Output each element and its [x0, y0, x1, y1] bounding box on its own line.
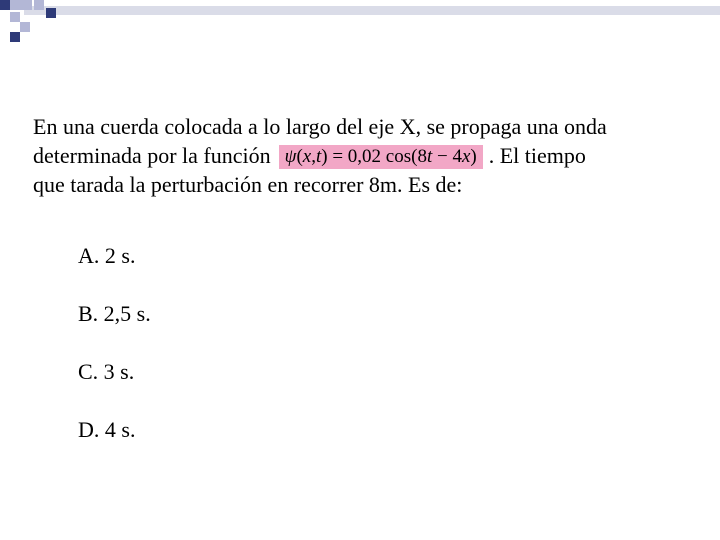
formula-part: ,: [311, 146, 316, 167]
question-line-1: En una cuerda colocada a lo largo del eje X, se propaga una onda: [33, 114, 607, 139]
option-d[interactable]: D. 4 s.: [78, 417, 136, 442]
formula-var-x: x: [302, 146, 312, 167]
option-a[interactable]: A. 2 s.: [78, 243, 136, 268]
formula-part: (: [296, 146, 303, 167]
question-line-2: [33, 141, 703, 170]
question-line-2-start: determinada por la función: [33, 143, 271, 168]
corner-square: [10, 0, 22, 10]
formula-psi: ψ: [284, 146, 297, 167]
option-b[interactable]: B. 2,5 s.: [78, 301, 151, 326]
option-c[interactable]: C. 3 s.: [78, 359, 135, 384]
corner-square: [46, 8, 56, 18]
corner-square: [10, 32, 20, 42]
question-text: [33, 112, 703, 199]
question-line-3: que tarada la perturbación en recorrer 8m. Es de:: [33, 172, 463, 197]
corner-square: [22, 0, 32, 10]
corner-square: [34, 0, 44, 10]
formula-image: [279, 145, 483, 169]
formula-var-t: t: [315, 146, 322, 167]
corner-square: [10, 12, 20, 22]
formula-part: ) = 0,02 cos(8: [321, 146, 427, 167]
formula-part: ): [470, 146, 477, 167]
corner-square: [20, 22, 30, 32]
corner-square: [0, 0, 10, 10]
answer-options: [78, 241, 151, 473]
header-bar: [24, 6, 720, 15]
decorative-header: [0, 0, 720, 50]
formula-var-x: x: [461, 146, 471, 167]
formula-part: − 4: [432, 146, 462, 167]
formula-var-t: t: [426, 146, 433, 167]
question-line-2-end: . El tiempo: [488, 143, 586, 168]
